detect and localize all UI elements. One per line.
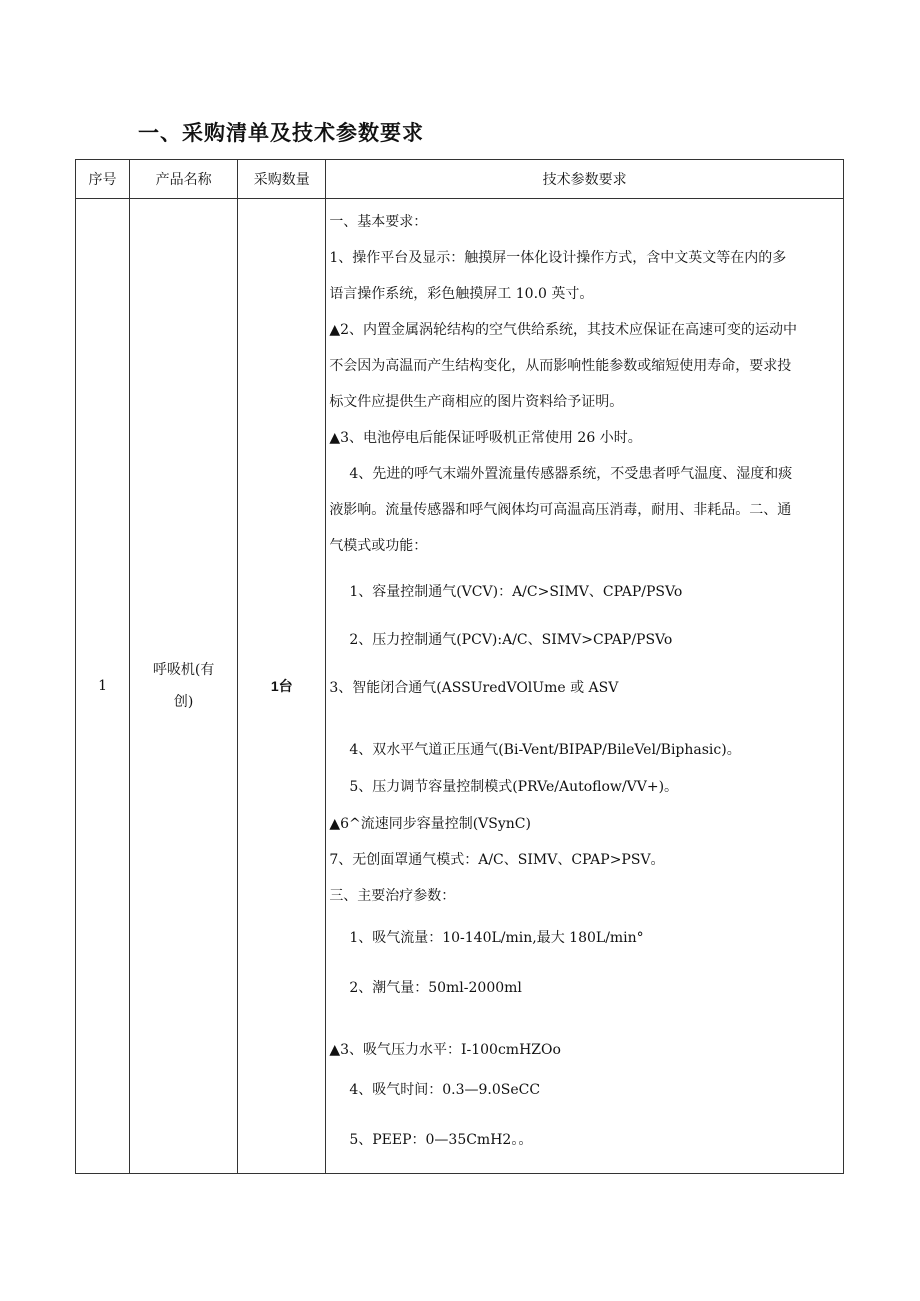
product-name-line2: 创) xyxy=(173,694,194,710)
page-heading: 一、采购清单及技术参数要求 xyxy=(138,120,424,145)
table-row xyxy=(76,199,844,1174)
spec-line: 语言操作系统，彩色触摸屏工 10.0 英寸。 xyxy=(329,286,594,302)
spec-line: ▲2、内置金属涡轮结构的空气供给系统，其技术应保证在高速可变的运动中 xyxy=(329,322,797,338)
spec-line: 4、吸气时间：0.3—9.0SeCC xyxy=(349,1082,541,1098)
spec-line: ▲3、吸气压力水平：I-100cmHZOo xyxy=(329,1042,561,1058)
spec-line: 一、基本要求： xyxy=(329,214,428,230)
spec-line: 1、吸气流量：10-140L/min,最大 180L/min° xyxy=(349,930,644,946)
cell-quantity xyxy=(238,199,326,1174)
spec-line: 5、PEEP：0—35CmH2。。 xyxy=(349,1132,533,1148)
quantity-value: 1台 xyxy=(270,678,293,694)
header-product-name: 产品名称 xyxy=(130,160,238,199)
spec-line: 三、主要治疗参数： xyxy=(329,888,456,904)
spec-line: 气模式或功能： xyxy=(329,538,428,554)
spec-line: 7、无创面罩通气模式：A/C、SIMV、CPAP>PSV。 xyxy=(329,852,665,868)
spec-line: 2、压力控制通气(PCV):A/C、SIMV>CPAP/PSVo xyxy=(349,632,673,648)
header-tech-spec: 技术参数要求 xyxy=(326,160,844,199)
spec-line: 不会因为高温而产生结构变化，从而影响性能参数或缩短使用寿命，要求投 xyxy=(329,358,792,374)
spec-line: 5、压力调节容量控制模式(PRVe/Autoflow/VV+)。 xyxy=(349,779,679,795)
spec-line: 标文件应提供生产商相应的图片资料给予证明。 xyxy=(329,394,624,410)
spec-line: 1、容量控制通气(VCV)：A/C>SIMV、CPAP/PSVo xyxy=(349,584,683,600)
header-quantity: 采购数量 xyxy=(238,160,326,199)
spec-line: 液影响。流量传感器和呼气阀体均可高温高压消毒，耐用、非耗品。二、通 xyxy=(329,502,792,518)
spec-line: 4、先进的呼气末端外置流量传感器系统，不受患者呼气温度、湿度和痰 xyxy=(349,466,793,482)
spec-line: 3、智能闭合通气(ASSUredVOlUme 或 ASV xyxy=(329,680,619,696)
spec-line: ▲3、电池停电后能保证呼吸机正常使用 26 小时。 xyxy=(329,430,642,446)
cell-product-name xyxy=(130,199,238,1174)
spec-line: 2、潮气量：50ml-2000ml xyxy=(349,980,522,996)
spec-line: 4、双水平气道正压通气(Bi-Vent/BIPAP/BileVel/Biphasic)。 xyxy=(349,742,741,758)
product-name-line1: 呼吸机(有 xyxy=(152,662,215,678)
cell-seq: 1 xyxy=(76,199,130,1174)
cell-tech-spec xyxy=(326,199,844,1174)
spec-line: 1、操作平台及显示：触摸屏一体化设计操作方式，含中文英文等在内的多 xyxy=(329,250,787,266)
header-seq: 序号 xyxy=(76,160,130,199)
procurement-table xyxy=(75,159,844,1174)
spec-line: ▲6^流速同步容量控制(VSynC) xyxy=(329,816,531,832)
table-header-row xyxy=(76,160,844,199)
